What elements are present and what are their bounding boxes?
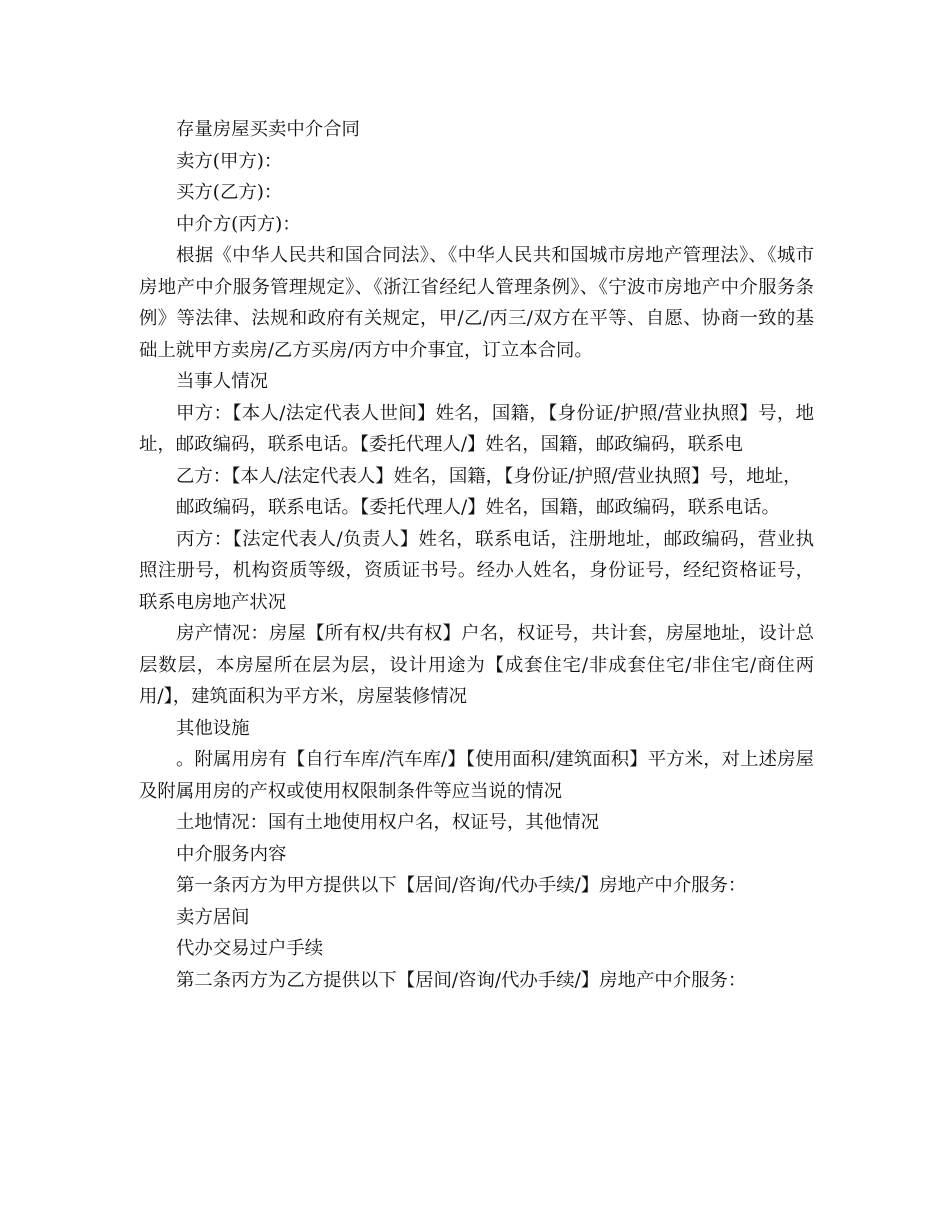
- party-c-details: 丙方：【法定代表人/负责人】姓名，联系电话，注册地址，邮政编码，营业执照注册号，机构资质等级，资质证书号。经办人姓名，身份证号，经纪资格证号，联系电房地产状况: [139, 528, 814, 613]
- section-heading-parties: 当事人情况: [176, 371, 268, 392]
- document-body: [139, 114, 814, 996]
- party-b-details-continued: 邮政编码，联系电话。【委托代理人/】姓名，国籍，邮政编码，联系电话。: [176, 497, 780, 518]
- land-details: 土地情况：国有土地使用权户名，权证号，其他情况: [176, 812, 599, 833]
- seller-party-line: 卖方(甲方)：: [176, 150, 283, 172]
- article-one: 第一条丙方为甲方提供以下【居间/咨询/代办手续/】房地产中介服务：: [176, 875, 747, 896]
- seller-brokerage-item: 卖方居间: [176, 906, 250, 928]
- party-a-details: 甲方：【本人/法定代表人世间】姓名，国籍，【身份证/护照/营业执照】号，地址，邮政编码，联系电话。【委托代理人/】姓名，国籍，邮政编码，联系电: [139, 402, 814, 455]
- article-two: 第二条丙方为乙方提供以下【居间/咨询/代办手续/】房地产中介服务：: [176, 969, 747, 991]
- property-details: 房产情况：房屋【所有权/共有权】户名，权证号，共计套，房屋地址，设计总层数层，本房屋所在层为层，设计用途为【成套住宅/非成套住宅/非住宅/商住两用/】，建筑面积为平方米，房屋装修情况: [139, 623, 814, 707]
- transfer-procedure-item: 代办交易过户手续: [176, 938, 324, 959]
- agent-party-line: 中介方(丙方)：: [176, 213, 301, 235]
- section-heading-services: 中介服务内容: [176, 843, 287, 865]
- preamble-paragraph: 根据《中华人民共和国合同法》、《中华人民共和国城市房地产管理法》、《城市房地产中介服务管理规定》、《浙江省经纪人管理条例》、《宁波市房地产中介服务条例》等法律、法规和政府有关规定，甲/乙/丙三/双方在平等、自愿、协商一致的基础上就甲方卖房/乙方买房/丙方中介事宜，订立本合同。: [139, 245, 814, 361]
- ancillary-rooms-paragraph: 。附属用房有【自行车库/汽车库/】【使用面积/建筑面积】平方米，对上述房屋及附属用房的产权或使用权限制条件等应当说的情况: [139, 749, 814, 802]
- buyer-party-line: 买方(乙方)：: [176, 182, 283, 203]
- party-b-details: 乙方：【本人/法定代表人】姓名，国籍，【身份证/护照/营业执照】号，地址，: [176, 465, 802, 487]
- other-facilities-heading: 其他设施: [176, 717, 250, 739]
- document-title: 存量房屋买卖中介合同: [176, 119, 360, 140]
